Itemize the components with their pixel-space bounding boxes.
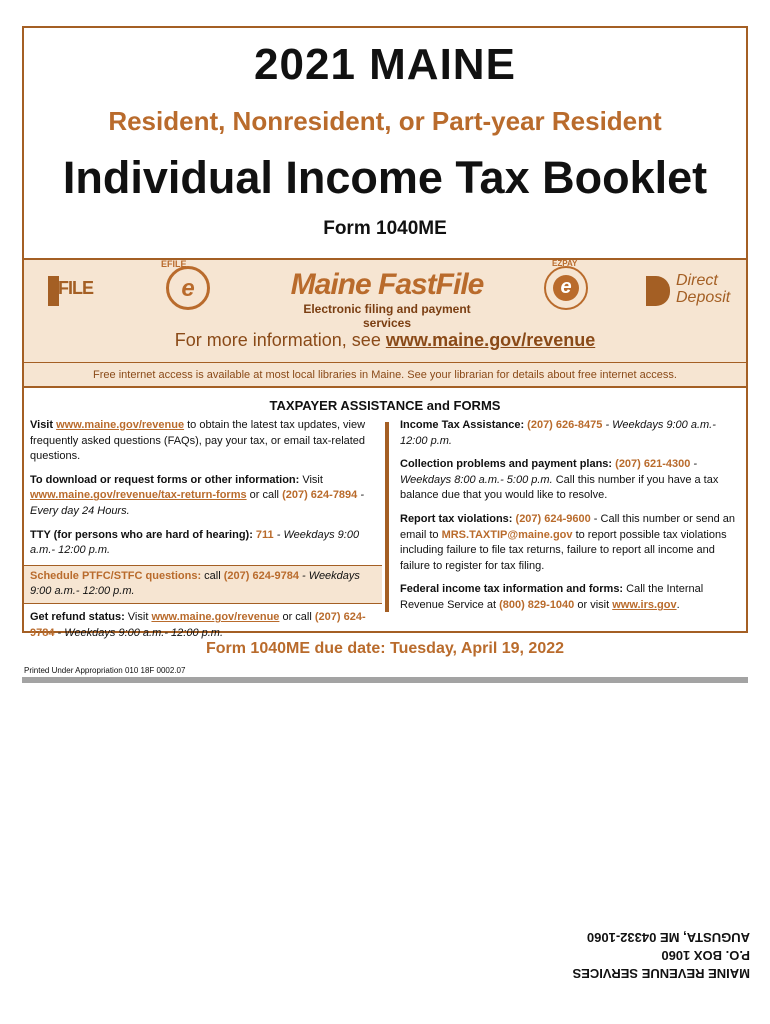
taxtip-email-link[interactable]: MRS.TAXTIP@maine.gov [441, 528, 573, 541]
visit-link[interactable]: www.maine.gov/revenue [56, 419, 185, 431]
more-info-line: For more information, see www.maine.gov/revenue [174, 330, 596, 350]
direct-deposit-logo: Direct Deposit [646, 272, 734, 312]
efile-logo: EFILE e [166, 266, 210, 310]
logo-band [24, 258, 746, 386]
forms-link[interactable]: www.maine.gov/revenue/tax-return-forms [30, 489, 247, 502]
violations-paragraph: Report tax violations: (207) 624-9600 - Call this number or send an email to MRS.TAXTIP@maine.gov to report possible tax violations including failure to file tax returns, failure to report all income and failure to register for tax filing. [400, 512, 736, 572]
taxpayer-assistance-section [24, 386, 746, 639]
assistance-left-column [30, 418, 376, 641]
mailing-line-2: P.O. BOX 1060 [661, 948, 750, 963]
assistance-title: TAXPAYER ASSISTANCE and FORMS [269, 398, 501, 413]
tty-paragraph: TTY (for persons who are hard of hearing): 711 - Weekdays 9:00 a.m.- 12:00 p.m. [30, 528, 360, 557]
income-tax-assistance-paragraph: Income Tax Assistance: (207) 626-8475 - Weekdays 9:00 a.m.- 12:00 p.m. [400, 419, 716, 447]
visit-paragraph: Visit www.maine.gov/revenue to obtain the latest tax updates, view frequently asked questions (FAQs), pay your tax, or email tax-related questions. [30, 419, 366, 463]
mailing-address [540, 928, 750, 982]
forms-paragraph: To download or request forms or other information: Visit www.maine.gov/revenue/tax-return-forms or call (207) 624-7894 - Every day 24 Hours. [30, 473, 365, 517]
booklet-title: Individual Income Tax Booklet [62, 152, 708, 203]
maine-fastfile-logo: Maine FastFile Electronic filing and payment services [290, 268, 484, 330]
column-divider [385, 422, 389, 612]
mailing-line-3: AUGUSTA, ME 04332-1060 [586, 930, 750, 945]
year-title: 2021 MAINE [254, 40, 516, 89]
booklet-cover-frame [22, 26, 748, 639]
collection-paragraph: Collection problems and payment plans: (207) 621-4300 - Weekdays 8:00 a.m.- 5:00 p.m. Call this number if you have a tax balance due that you would like to resolve. [400, 458, 719, 502]
resident-subtitle: Resident, Nonresident, or Part-year Resident [108, 106, 662, 136]
ezpay-logo: EZPAY e [544, 266, 588, 310]
refund-paragraph: Get refund status: Visit www.maine.gov/revenue or call (207) 624-9784 - Weekdays 9:00 a.m.- 12:00 p.m. [30, 610, 366, 639]
assistance-right-column [400, 418, 740, 614]
gray-rule [22, 677, 748, 683]
refund-link[interactable]: www.maine.gov/revenue [151, 610, 280, 623]
irs-link[interactable]: www.irs.gov [612, 598, 677, 611]
mailing-line-1: MAINE REVENUE SERVICES [572, 966, 750, 981]
form-number: Form 1040ME [323, 218, 447, 239]
due-date: Form 1040ME due date: Tuesday, April 19, 2022 [205, 640, 565, 657]
free-internet-note: Free internet access is available at most local libraries in Maine. See your librarian for details about free internet access. [24, 362, 746, 388]
revenue-website-link[interactable]: www.maine.gov/revenue [385, 330, 596, 350]
cover-header [24, 28, 746, 258]
appropriation-note: Printed Under Appropriation 010 18F 0002.07 [24, 666, 186, 675]
ptfc-paragraph: Schedule PTFC/STFC questions: call (207) 624-9784 - Weekdays 9:00 a.m.- 12:00 p.m. [24, 565, 382, 604]
ifile-logo: FILE [48, 272, 84, 308]
federal-paragraph: Federal income tax information and forms: Call the Internal Revenue Service at (800) 829-1040 or visit www.irs.gov. [400, 583, 704, 611]
